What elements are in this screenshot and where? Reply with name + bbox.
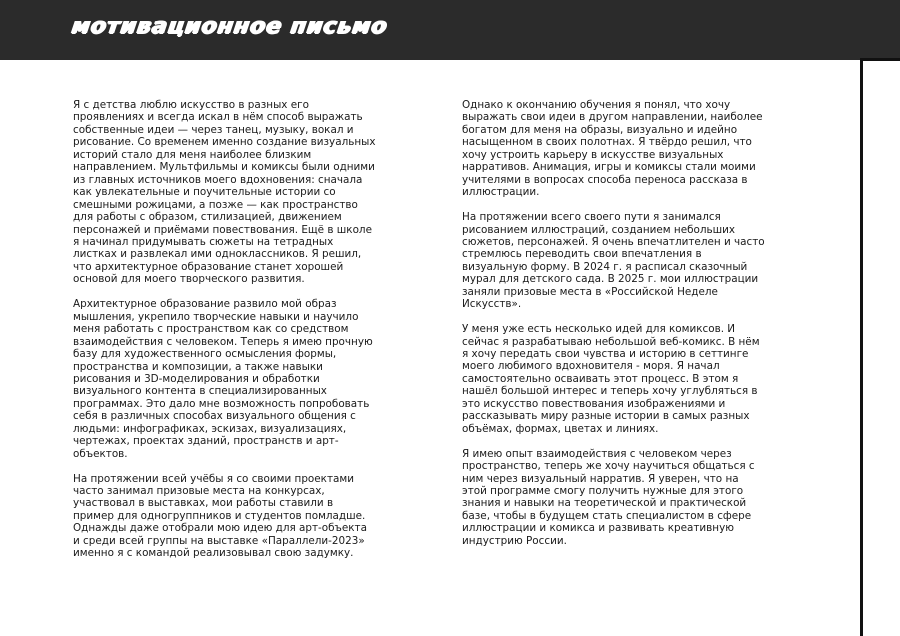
paragraph: Я имею опыт взаимодействия с человеком через пространство, теперь же хочу научиться общаться с ним через визуальный нарратив. Я уверен, что на этой программе смогу получить нужные для этого знания и навыки на теоретической и практической базе, чтобы в будущем стать специалистом в сфере иллюстрации и комикса и развивать креативную индустрию России. (462, 447, 755, 547)
paragraph: На протяжении всей учёбы я со своими проектами часто занимал призовые места на конкурсах, участвовал в выставках, мои работы ставили в пример для одногруппников и студентов помладше. Однажды даже отобрали мою идею для арт-объекта и среди всей группы на выставке «Параллели-2023» именно я с командой реализовывал свою задумку. (73, 472, 367, 560)
paragraph: Архитектурное образование развило мой образ мышления, укрепило творческие навыки и научило меня работать с пространством как со средством взаимодействия с человеком. Теперь я имею прочную базу для художественного осмысления формы, пространства и композиции, а также навыки рисования и 3D-моделирования и обработки визуального контента в специализированных программах. Это дало мне возможность попробовать себя в различных способах визуального общения с людьми: инфографиках, эскизах, визуализациях, чертежах, проектах зданий, пространств и арт-объектов. (73, 298, 373, 460)
decorative-frame (860, 58, 900, 636)
paragraph: Я с детства люблю искусство в разных его проявлениях и всегда искал в нём способ выражать собственные идеи — через танец, музыку, вокал и рисование. Со временем именно создание визуальных историй стало для меня наиболее близким направлением. Мультфильмы и комиксы были одними из главных источников моего вдохновения: сначала как увлекательные и поучительные истории со смешными рожицами, а позже — как пространство для работы с образом, стилизацией, движением персонажей и приёмами повествования. Ещё в школе я начинал придумывать сюжеты на тетрадных листках и развлекал ими одноклассников. Я решил, что архитектурное образование станет хорошей основой для моего творческого развития. (73, 99, 376, 286)
paragraph: У меня уже есть несколько идей для комиксов. И сейчас я разрабатываю небольшой веб-комикс. В нём я хочу передать свои чувства и историю в сеттинге моего любимого вдохновителя - моря. Я начал самостоятельно осваивать этот процесс. В этом я нашёл большой интерес и теперь хочу углубляться в это искусство повествования изображениями и рассказывать миру разные истории в самых разных объёмах, формах, цветах и линиях. (462, 323, 760, 435)
paragraph: Однако к окончанию обучения я понял, что хочу выражать свои идеи в другом направлении, наиболее богатом для меня на образы, визуально и идейно насыщенном в своих полотнах. Я твёрдо решил, что хочу устроить карьеру в искусстве визуальных нарративов. Анимация, игры и комиксы стали моими учителями в вопросах способа переноса рассказа в иллюстрации. (462, 99, 763, 199)
header-bar (0, 0, 900, 60)
letter-column-left (73, 99, 377, 572)
letter-column-right (462, 99, 766, 560)
page-title: мотивационное письмо (70, 14, 390, 39)
paragraph: На протяжении всего своего пути я занимался рисованием иллюстраций, созданием небольших сюжетов, персонажей. Я очень впечатлителен и часто стремлюсь переводить свои впечатления в визуальную форму. В 2024 г. я расписал сказочный мурал для детского сада. В 2025 г. мои иллюстрации заняли призовые места в «Российской Неделе Искусств». (462, 211, 765, 311)
